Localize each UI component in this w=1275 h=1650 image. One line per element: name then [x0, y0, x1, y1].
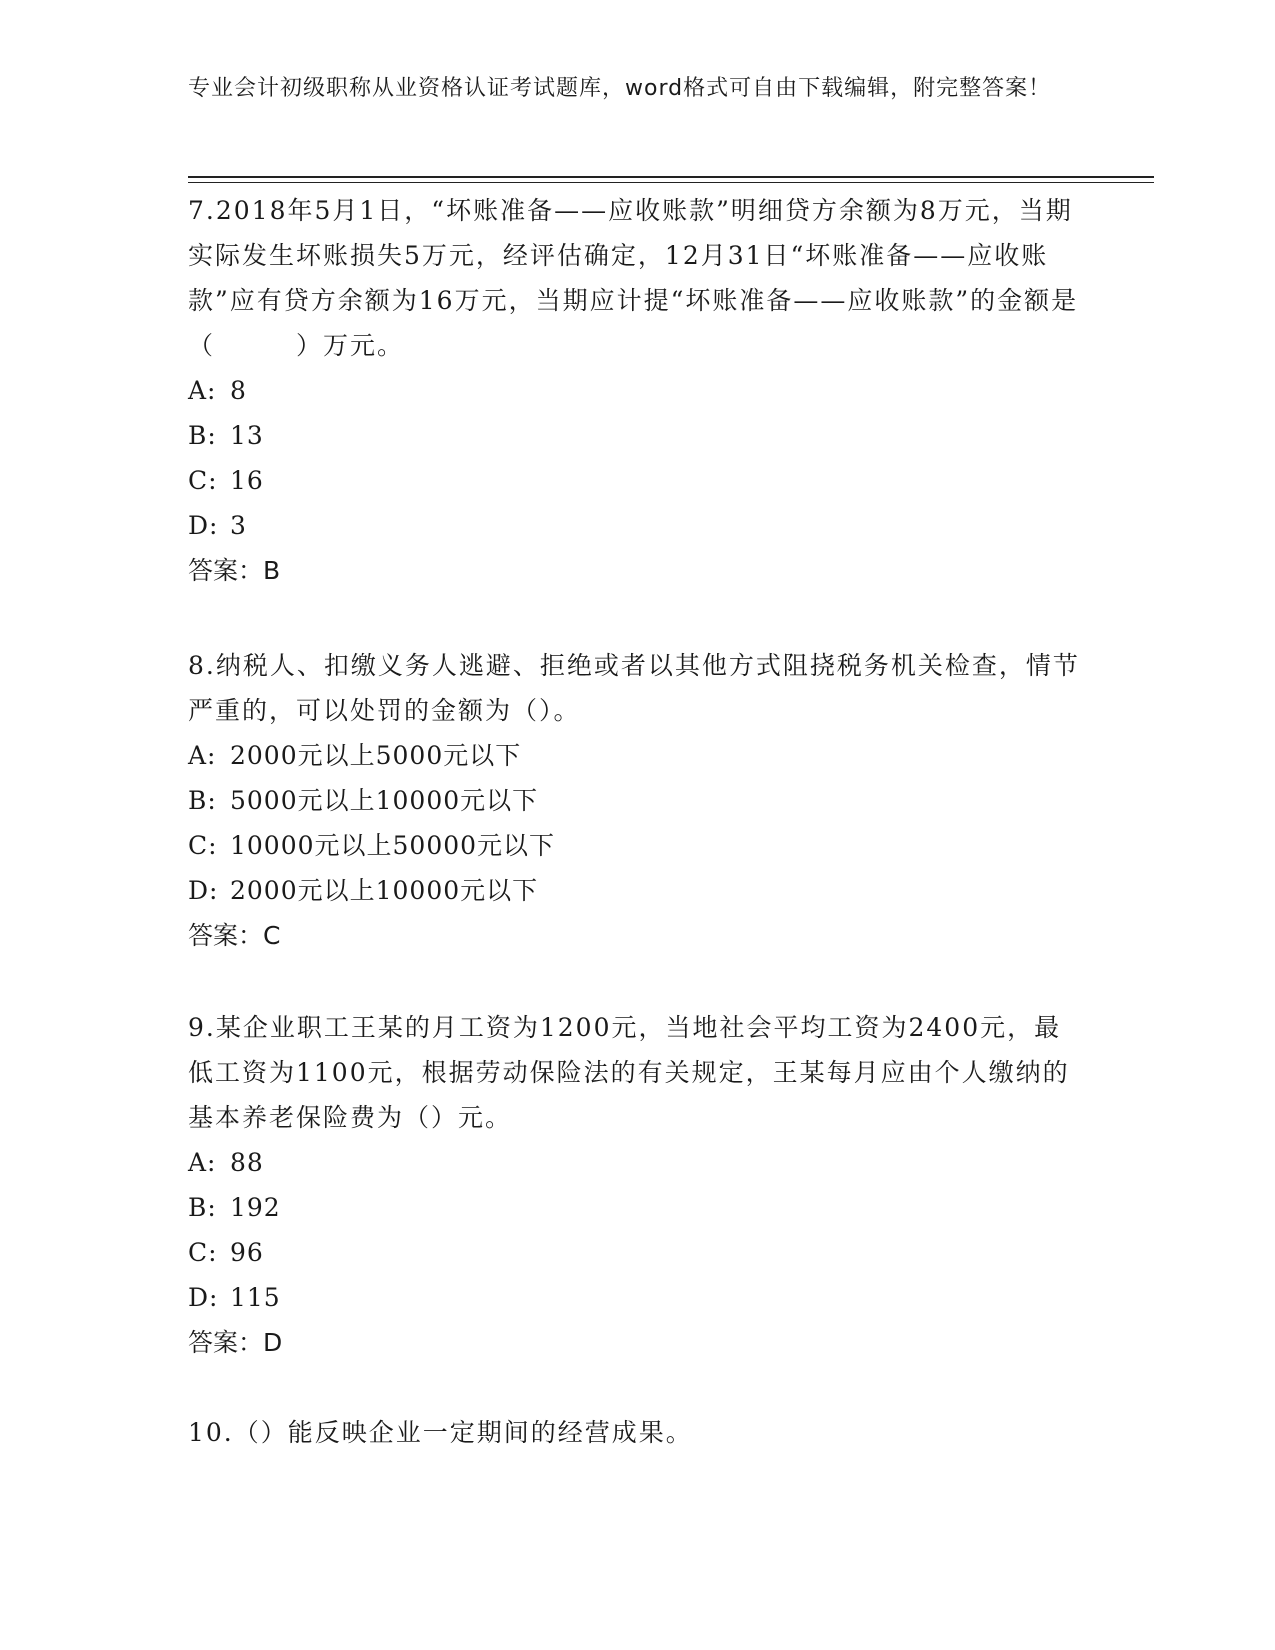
option-text: 2000元以上10000元以下	[230, 876, 539, 905]
option-letter: C:	[188, 466, 218, 495]
header-rule-thin	[188, 182, 1154, 183]
option-c	[188, 1230, 1088, 1275]
option-text: 16	[230, 466, 264, 495]
option-text: 88	[230, 1148, 264, 1177]
answer-line: 答案：B	[188, 556, 281, 585]
option-d	[188, 868, 1088, 913]
option-b	[188, 778, 1088, 823]
option-b	[188, 413, 1088, 458]
option-letter: D:	[188, 511, 219, 540]
option-letter: B:	[188, 786, 217, 815]
option-b	[188, 1185, 1088, 1230]
question-stem: 9.某企业职工王某的月工资为1200元，当地社会平均工资为2400元，最低工资为1100元，根据劳动保险法的有关规定，王某每月应由个人缴纳的基本养老保险费为（）元。	[188, 1013, 1070, 1132]
option-text: 10000元以上50000元以下	[230, 831, 556, 860]
document-header-note: 专业会计初级职称从业资格认证考试题库，word格式可自由下载编辑，附完整答案！	[188, 76, 1052, 101]
option-letter: A:	[188, 376, 217, 405]
question-10	[188, 1410, 1088, 1455]
question-stem: 10.（）能反映企业一定期间的经营成果。	[188, 1418, 693, 1447]
question-8	[188, 643, 1088, 958]
option-letter: A:	[188, 1148, 217, 1177]
option-letter: C:	[188, 831, 218, 860]
option-text: 3	[230, 511, 247, 540]
question-stem: 7.2018年5月1日，“坏账准备——应收账款”明细贷方余额为8万元，当期实际发生坏账损失5万元，经评估确定，12月31日“坏账准备——应收账款”应有贷方余额为16万元，当期应计提“坏账准备——应收账款”的金额是（ ）万元。	[188, 196, 1079, 360]
option-c	[188, 458, 1088, 503]
option-c	[188, 823, 1088, 868]
question-9	[188, 1005, 1088, 1365]
option-letter: D:	[188, 876, 219, 905]
answer-line: 答案：D	[188, 1328, 283, 1357]
option-letter: D:	[188, 1283, 219, 1312]
option-d	[188, 503, 1088, 548]
option-text: 5000元以上10000元以下	[230, 786, 539, 815]
question-stem: 8.纳税人、扣缴义务人逃避、拒绝或者以其他方式阻挠税务机关检查，情节严重的，可以处罚的金额为（）。	[188, 651, 1080, 725]
option-text: 8	[230, 376, 247, 405]
option-text: 2000元以上5000元以下	[230, 741, 522, 770]
option-a	[188, 368, 1088, 413]
option-text: 96	[230, 1238, 264, 1267]
option-letter: C:	[188, 1238, 218, 1267]
option-text: 192	[230, 1193, 281, 1222]
option-letter: B:	[188, 421, 217, 450]
option-d	[188, 1275, 1088, 1320]
option-text: 13	[230, 421, 264, 450]
option-letter: A:	[188, 741, 217, 770]
option-letter: B:	[188, 1193, 217, 1222]
header-rule-thick	[188, 176, 1154, 178]
option-a	[188, 1140, 1088, 1185]
answer-line: 答案：C	[188, 921, 281, 950]
option-a	[188, 733, 1088, 778]
question-7	[188, 188, 1088, 593]
option-text: 115	[230, 1283, 281, 1312]
